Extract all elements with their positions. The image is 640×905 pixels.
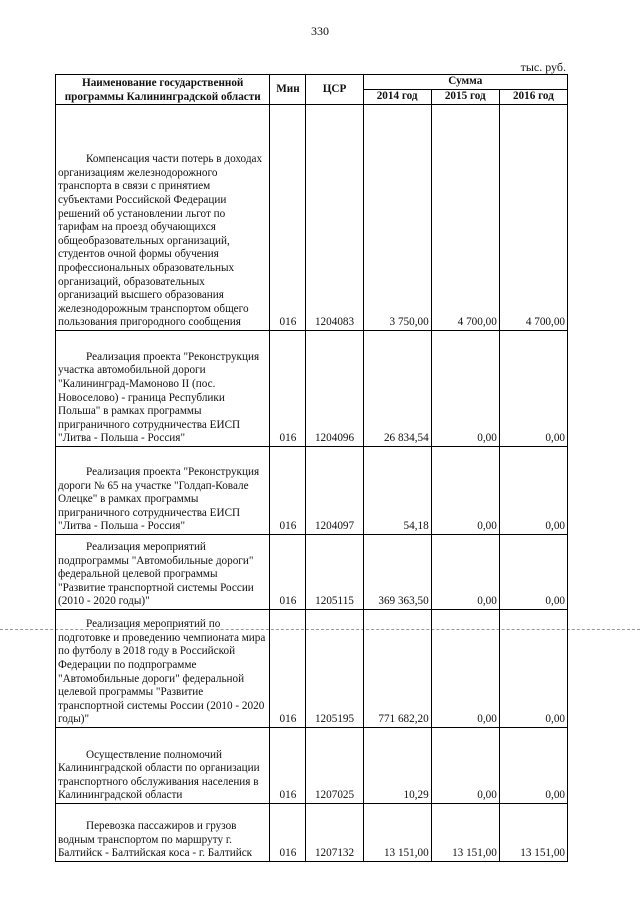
row-name	[56, 331, 270, 447]
row-2015: 0,00	[431, 447, 499, 535]
table-row	[56, 535, 568, 610]
budget-table	[55, 74, 568, 862]
row-name	[56, 447, 270, 535]
row-2014: 369 363,50	[363, 535, 431, 610]
row-name-text: Осуществление полномочий Калининградской области по организации транспортного обслуживания населения в Калининградской области	[58, 748, 260, 802]
row-min: 016	[270, 804, 306, 862]
row-2015: 0,00	[431, 728, 499, 804]
row-min: 016	[270, 728, 306, 804]
row-name-text: Компенсация части потерь в доходах организациям железнодорожного транспорта в связи с принятием субъектами Российской Федерации решений об установлении льгот по тарифам на проезд обучающихся общеобразовательных организаций, студентов очной формы обучения профессиональных образовательных организаций, образовательных организаций высшего образования железнодорожным транспортом общего пользования пригородного сообщения	[58, 153, 263, 329]
row-csr: 1207025	[306, 728, 363, 804]
row-min: 016	[270, 105, 306, 331]
table-body	[56, 105, 568, 862]
table-row	[56, 728, 568, 804]
header-sum: Сумма	[363, 75, 567, 90]
row-2016: 0,00	[499, 447, 567, 535]
header-year-2015: 2015 год	[431, 90, 499, 105]
row-2015: 4 700,00	[431, 105, 499, 331]
row-2016: 0,00	[499, 535, 567, 610]
row-csr: 1205195	[306, 610, 363, 728]
header-year-2014: 2014 год	[363, 90, 431, 105]
header-year-2016: 2016 год	[499, 90, 567, 105]
row-name-text: Реализация мероприятий подпрограммы "Автомобильные дороги" федеральной целевой программы "Развитие транспортной системы России (2010 - 2020 годы)"	[58, 541, 254, 608]
header-csr: ЦСР	[306, 75, 363, 105]
row-min: 016	[270, 447, 306, 535]
table-row	[56, 610, 568, 728]
row-2015: 0,00	[431, 331, 499, 447]
row-name	[56, 804, 270, 862]
table-row	[56, 105, 568, 331]
row-name-text: Реализация мероприятий по подготовке и проведению чемпионата мира по футболу в 2018 году в Российской Федерации по подпрограмме "Автомобильные дороги" федеральной целевой программы "Развитие транспортной системы России (2010 - 2020 годы)"	[58, 618, 266, 726]
table-row	[56, 804, 568, 862]
row-2014: 771 682,20	[363, 610, 431, 728]
row-name	[56, 728, 270, 804]
table-row	[56, 447, 568, 535]
row-2014: 10,29	[363, 728, 431, 804]
row-name	[56, 535, 270, 610]
row-name	[56, 610, 270, 728]
row-min: 016	[270, 535, 306, 610]
row-name	[56, 105, 270, 331]
row-name-text: Реализация проекта "Реконструкция дороги № 65 на участке "Голдап-Ковале Олецке" в рамках программы приграничного сотрудничества ЕИСП "Литва - Польша - Россия"	[58, 466, 260, 533]
row-2016: 0,00	[499, 610, 567, 728]
table-header	[56, 75, 568, 105]
header-min: Мин	[270, 75, 306, 105]
row-2016: 0,00	[499, 331, 567, 447]
table-row	[56, 331, 568, 447]
row-2014: 3 750,00	[363, 105, 431, 331]
row-2015: 0,00	[431, 610, 499, 728]
row-csr: 1204083	[306, 105, 363, 331]
page-number: 330	[311, 24, 329, 38]
row-name-text: Реализация проекта "Реконструкция участка автомобильной дороги "Калининград-Мамоново II (пос. Новоселово) - граница Республики Польша" в рамках программы приграничного сотрудничества ЕИСП "Литва - Польша - Россия"	[58, 350, 260, 445]
units-label: тыс. руб.	[520, 60, 566, 74]
row-2016: 4 700,00	[499, 105, 567, 331]
row-2015: 13 151,00	[431, 804, 499, 862]
row-min: 016	[270, 610, 306, 728]
row-2014: 26 834,54	[363, 331, 431, 447]
row-2014: 54,18	[363, 447, 431, 535]
row-csr: 1207132	[306, 804, 363, 862]
row-name-text: Перевозка пассажиров и грузов водным транспортом по маршруту г. Балтийск - Балтийская коса - г. Балтийск	[58, 820, 253, 860]
row-csr: 1205115	[306, 535, 363, 610]
row-2016: 0,00	[499, 728, 567, 804]
row-csr: 1204096	[306, 331, 363, 447]
row-min: 016	[270, 331, 306, 447]
row-2014: 13 151,00	[363, 804, 431, 862]
row-2016: 13 151,00	[499, 804, 567, 862]
row-csr: 1204097	[306, 447, 363, 535]
row-2015: 0,00	[431, 535, 499, 610]
header-name: Наименование государственной программы Калининградской области	[56, 75, 270, 105]
